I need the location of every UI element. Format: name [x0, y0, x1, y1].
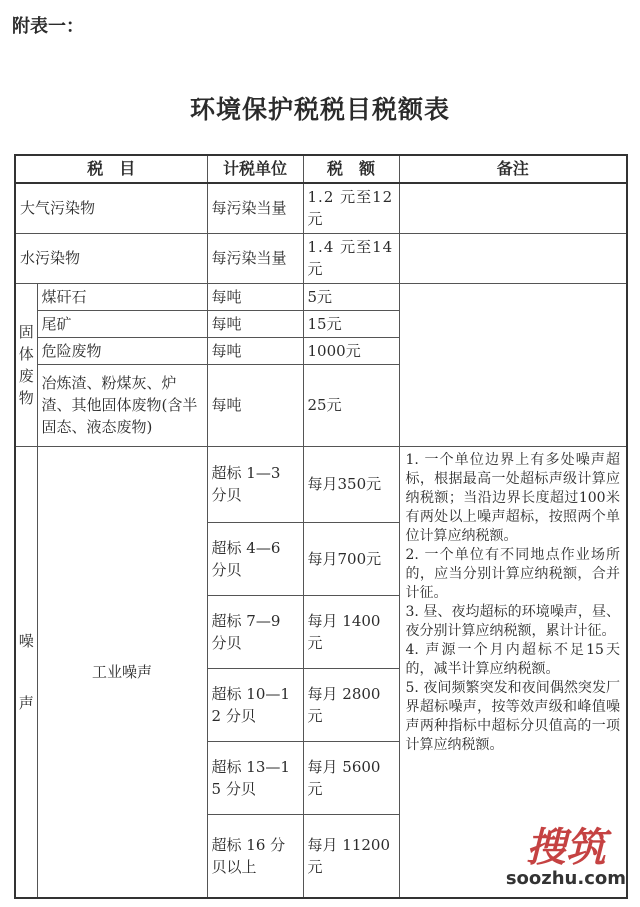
water-amount: 1.4 元至14元 [303, 233, 399, 283]
tax-table [14, 154, 628, 899]
noise-amount: 每月 5600元 [303, 741, 399, 814]
noise-unit: 超标 16 分贝以上 [207, 814, 303, 898]
noise-amount: 每月350元 [303, 446, 399, 522]
noise-unit: 超标 13—15 分贝 [207, 741, 303, 814]
solid-notes [399, 283, 627, 446]
solid-amount: 15元 [303, 310, 399, 337]
header-row [15, 155, 627, 183]
noise-amount: 每月 2800元 [303, 668, 399, 741]
noise-unit: 超标 10—12 分贝 [207, 668, 303, 741]
solid-item: 危险废物 [37, 337, 207, 364]
header-item: 税 目 [15, 155, 207, 183]
solid-amount: 25元 [303, 364, 399, 446]
watermark [505, 824, 626, 889]
air-unit: 每污染当量 [207, 183, 303, 233]
noise-unit: 超标 1—3 分贝 [207, 446, 303, 522]
solid-unit: 每吨 [207, 364, 303, 446]
page-title: 环境保护税税目税额表 [189, 95, 450, 124]
noise-amount: 每月700元 [303, 522, 399, 595]
note: 3. 昼、夜均超标的环境噪声，昼、夜分别计算应纳税额，累计计征。 [405, 603, 621, 639]
noise-unit: 超标 4—6 分贝 [207, 522, 303, 595]
solid-row [15, 283, 627, 310]
solid-unit: 每吨 [207, 283, 303, 310]
solid-amount: 5元 [303, 283, 399, 310]
note: 4. 声源一个月内超标不足15天的，减半计算应纳税额。 [405, 641, 621, 677]
air-item: 大气污染物 [15, 183, 207, 233]
solid-item: 煤矸石 [37, 283, 207, 310]
watermark-site: soozhu.com [505, 868, 626, 889]
note: 2. 一个单位有不同地点作业场所的，应当分别计算应纳税额，合并计征。 [405, 546, 621, 601]
header-amount: 税 额 [303, 155, 399, 183]
watermark-logo: 搜筑 [525, 824, 606, 871]
water-unit: 每污染当量 [207, 233, 303, 283]
solid-unit: 每吨 [207, 337, 303, 364]
air-notes [399, 183, 627, 233]
solid-unit: 每吨 [207, 310, 303, 337]
noise-category: 噪 声 [15, 446, 37, 898]
header-unit: 计税单位 [207, 155, 303, 183]
noise-amount: 每月 11200元 [303, 814, 399, 898]
solid-item: 尾矿 [37, 310, 207, 337]
note: 5. 夜间频繁突发和夜间偶然突发厂界超标噪声，按等效声级和峰值噪声两种指标中超标分贝值高的一项计算应纳税额。 [405, 679, 621, 753]
noise-row [15, 446, 627, 522]
noise-sub-item: 工业噪声 [37, 446, 207, 898]
row-air [15, 183, 627, 233]
water-notes [399, 233, 627, 283]
noise-unit: 超标 7—9 分贝 [207, 595, 303, 668]
solid-item: 冶炼渣、粉煤灰、炉渣、其他固体废物(含半固态、液态废物) [37, 364, 207, 446]
solid-amount: 1000元 [303, 337, 399, 364]
noise-amount: 每月 1400元 [303, 595, 399, 668]
annex-label: 附表一： [12, 16, 84, 37]
air-amount: 1.2 元至12元 [303, 183, 399, 233]
note: 1. 一个单位边界上有多处噪声超标，根据最高一处超标声级计算应纳税额；当沿边界长度超过100米有两处以上噪声超标，按照两个单位计算应纳税额。 [405, 451, 621, 544]
header-notes: 备注 [399, 155, 627, 183]
solid-category: 固 体 废 物 [15, 283, 37, 446]
row-water [15, 233, 627, 283]
water-item: 水污染物 [15, 233, 207, 283]
